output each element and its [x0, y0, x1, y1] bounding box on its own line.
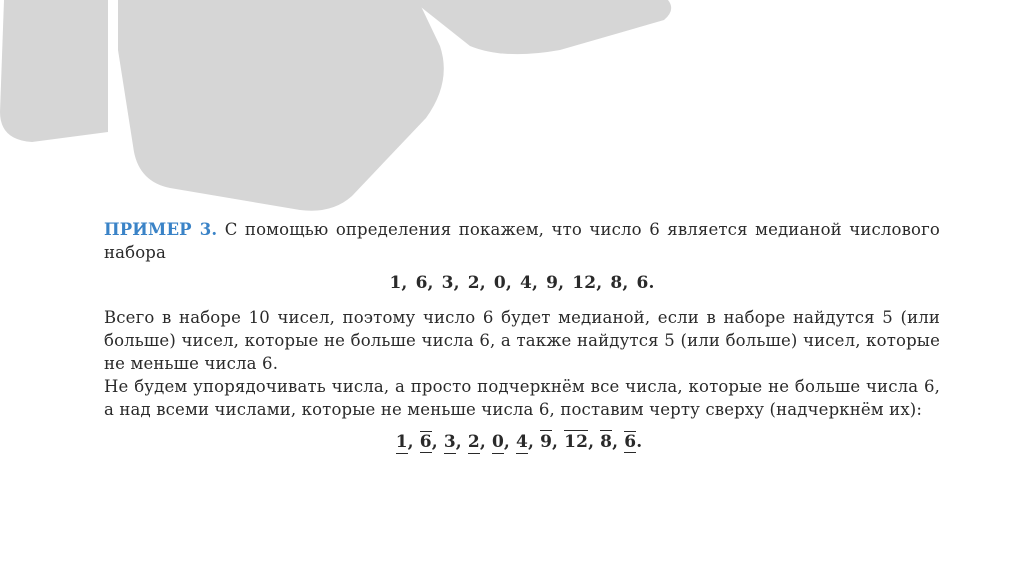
example-intro-paragraph	[104, 218, 940, 264]
sequence-separator: ,	[407, 432, 414, 452]
sequence-separator: ,	[455, 432, 462, 452]
sequence-separator: ,	[612, 432, 619, 452]
decor-shape-right	[412, 0, 671, 54]
marked-number-over: 12	[564, 432, 589, 452]
marked-number-both: 6	[419, 432, 432, 452]
sequence-separator: ,	[479, 432, 486, 452]
decor-shape-center	[118, 0, 444, 211]
marked-number-under: 4	[516, 432, 528, 452]
example-3-block	[104, 218, 940, 454]
marked-number-under: 2	[467, 432, 480, 452]
sequence-separator: ,	[552, 432, 559, 452]
example-intro-text: С помощью определения покажем, что число 6 является медианой числового набора	[104, 220, 940, 262]
example-label: ПРИМЕР 3.	[104, 220, 218, 239]
number-sequence: 1, 6, 3, 2, 0, 4, 9, 12, 8, 6.	[389, 273, 655, 293]
sequence-separator: ,	[527, 432, 535, 452]
explanation-paragraph-2: Не будем упорядочивать числа, а просто подчеркнём все числа, которые не больше числа 6, а над всеми числами, которые не меньше числа 6, поставим черту сверху (надчеркнём их):	[104, 377, 940, 419]
marked-number-under: 1	[395, 432, 408, 452]
decor-shape-left	[0, 0, 108, 142]
marked-number-over: 8	[600, 432, 613, 452]
sequence-separator: ,	[588, 432, 595, 452]
marked-number-over: 9	[540, 432, 553, 452]
explanation-paragraph-1: Всего в наборе 10 чисел, поэтому число 6 будет медианой, если в наборе найдутся 5 (или больше) чисел, которые не больше числа 6, а также найдутся 5 (или больше) чисел, которые не меньше числа 6.	[104, 308, 940, 373]
marked-number-sequence	[104, 430, 940, 454]
sequence-separator: .	[636, 432, 643, 452]
sequence-separator: ,	[431, 432, 438, 452]
marked-number-under: 3	[443, 432, 456, 452]
sequence-separator: ,	[503, 432, 510, 452]
marked-number-under: 0	[491, 432, 504, 452]
marked-number-both: 6	[624, 432, 637, 452]
